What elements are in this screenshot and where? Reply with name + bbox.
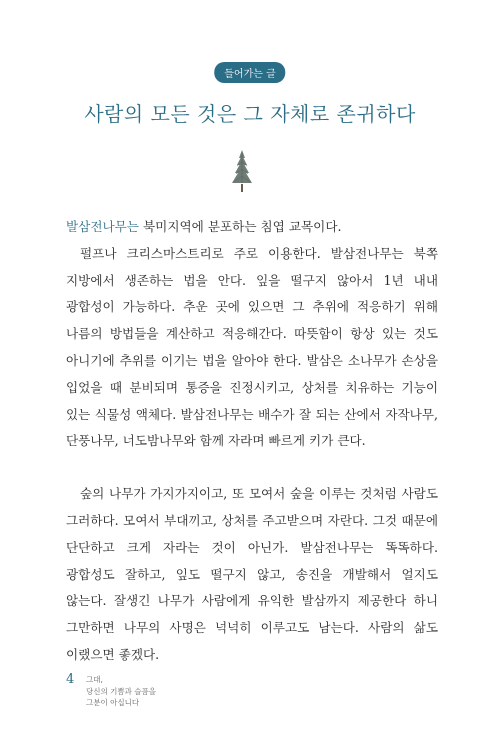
- footer-line-1: 그대,: [86, 675, 103, 684]
- lead-term: 발삼전나무는: [66, 219, 139, 234]
- chapter-title: 사람의 모든 것은 그 자체로 존귀하다: [84, 102, 416, 126]
- paragraph-1: [66, 214, 438, 241]
- body-text: [66, 214, 438, 669]
- page-number: 4: [66, 672, 75, 687]
- fir-tree-icon: [228, 150, 256, 192]
- paragraph-1-text: 북미지역에 분포하는 침엽 교목이다.: [139, 219, 342, 234]
- paragraph-2: 펄프나 크리스마스트리로 주로 이용한다. 발삼전나무는 북쪽 지방에서 생존하는 법을 안다. 잎을 떨구지 않아서 1년 내내 광합성이 가능하다. 추운 곳에 있으면 그 추위에 적응하기 위해 나름의 방법들을 계산하고 적응해간다. 따뜻함이 항상 있는 것도 아니기에 추위를 이기는 법을 알아야 한다. 발삼은 소나무가 손상을 입었을 때 분비되며 통증을 진정시키고, 상처를 치유하는 기능이 있는 식물성 액체다. 발삼전나무는 배수가 잘 되는 산에서 자작나무, 단풍나무, 너도밤나무와 함께 자라며 빠르게 키가 큰다.: [66, 245, 438, 449]
- running-footer: [86, 674, 156, 709]
- footer-line-2: 당신의 기쁨과 슬픔을: [86, 686, 156, 696]
- section-badge: 들어가는 글: [214, 62, 285, 83]
- paragraph-3: 숲의 나무가 가지가지이고, 또 모여서 숲을 이루는 것처럼 사람도 그러하다. 모여서 부대끼고, 상처를 주고받으며 자란다. 그것 때문에 단단하고 크게 자라는 것이 아닌가. 발삼전나무는 똑똑하다. 광합성도 잘하고, 잎도 떨구지 않고, 송진을 개발해서 얼지도 않는다. 잘생긴 나무가 사람에게 유익한 발삼까지 제공한다 하니 그만하면 나무의 사명은 넉넉히 이루고도 남는다. 사람의 삶도 이랬으면 좋겠다.: [66, 486, 438, 662]
- footer-line-3: 그분이 아십니다: [86, 698, 140, 707]
